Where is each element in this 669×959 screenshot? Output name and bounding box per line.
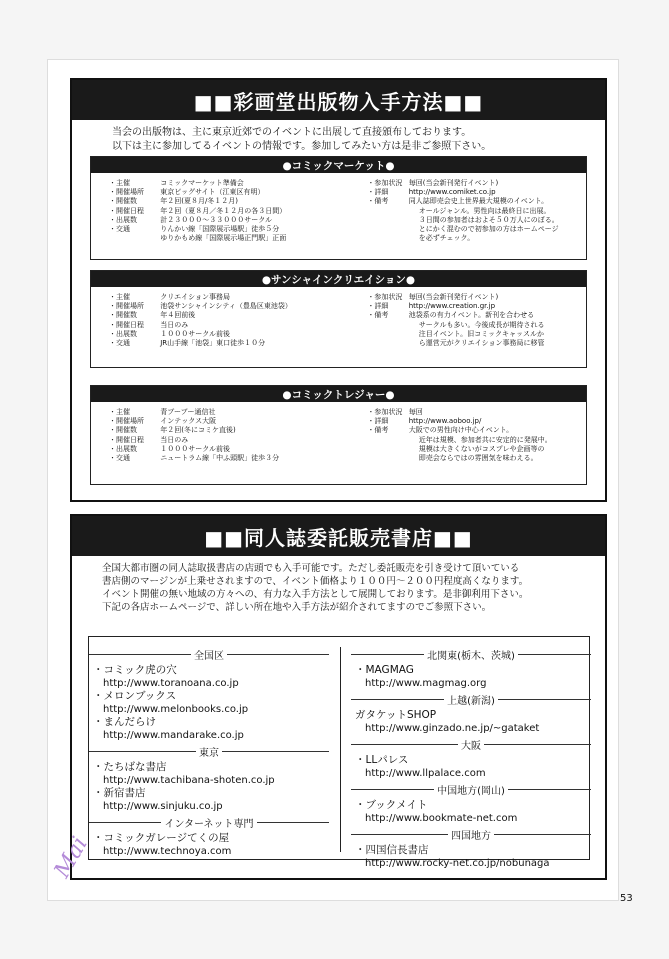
store-name: ・たちばな書店 — [93, 761, 167, 773]
publication-acquisition-panel — [70, 78, 607, 502]
region-header — [351, 737, 591, 752]
intro-line: 当会の出版物は、主に東京近郊でのイベントに出展して直接頒布しております。 — [112, 127, 472, 138]
region-header — [351, 782, 591, 797]
value: 青ブーブー通信社 — [160, 408, 216, 416]
store-url-link[interactable]: http://www.tachibana-shoten.co.jp — [103, 775, 275, 786]
intro-line: 下記の各店ホームページで、詳しい所在地や入手方法が紹介されてますのでご参照下さい。 — [102, 602, 492, 613]
label-column — [367, 408, 408, 463]
value: オールジャンル。男性向は最終日に出展。 — [418, 206, 551, 215]
store-url-link[interactable]: http://www.rocky-net.co.jp/nobunaga — [365, 858, 550, 869]
rule-line — [508, 789, 591, 790]
event-url-link[interactable]: http://www.creation.gr.jp — [408, 302, 496, 311]
value: 毎回(当会新刊発行イベント) — [408, 179, 499, 187]
store-url-link[interactable]: http://www.sinjuku.co.jp — [103, 801, 223, 812]
store-name: ・MAGMAG — [355, 664, 414, 676]
event-comiket — [90, 156, 587, 260]
intro-line: イベント開催の無い地域の方々への、有力な入手方法として展開しております。是非御利用下さい。 — [102, 589, 529, 600]
rule-line — [222, 751, 329, 752]
consignment-bookstores-panel — [70, 514, 607, 880]
rule-line — [351, 699, 444, 700]
store-name: ・LLパレス — [355, 754, 409, 766]
region-label: 四国地方 — [451, 831, 491, 842]
value: 年４回前後 — [160, 311, 196, 320]
region-header — [351, 692, 591, 707]
label: ・備考 — [367, 426, 389, 435]
store-url-link[interactable]: http://www.ginzado.ne.jp/~gataket — [365, 723, 540, 734]
value: クリエイション事務局 — [160, 293, 230, 301]
value: 同人誌即売会史上世界最大規模のイベント。 — [408, 197, 549, 206]
store-name: ・メロンブックス — [93, 690, 177, 702]
label: ・開催日程 — [109, 435, 144, 444]
value: １０００サークル前後 — [160, 329, 231, 338]
value: コミックマーケット準備会 — [160, 179, 244, 187]
intro-line: 書店側のマージンが上乗せされますので、イベント価格より１００円〜２００円程度高くなります。 — [102, 576, 529, 587]
region-label: 全国区 — [194, 651, 224, 662]
value: 当日のみ — [160, 320, 189, 329]
value: ニュートラム線「中ふ頭駅」徒歩３分 — [160, 454, 280, 463]
region-header — [89, 647, 329, 662]
artist-signature: Mai — [49, 832, 93, 883]
event-body — [91, 173, 586, 243]
store-name: ・ブックメイト — [355, 799, 428, 811]
panel-title: ■■彩画堂出版物入手方法■■ — [72, 80, 605, 120]
rule-line — [89, 751, 196, 752]
label: ・主催 — [109, 293, 130, 301]
rule-line — [351, 654, 424, 655]
region-label: 北関東(栃木、茨城) — [427, 651, 515, 662]
label: ・詳細 — [367, 302, 389, 311]
store-name: ・四国信長書店 — [355, 844, 429, 856]
label: ・開催日程 — [109, 206, 144, 215]
label: ・開催場所 — [109, 188, 144, 197]
event-url-link[interactable]: http://www.aoboo.jp/ — [408, 417, 482, 426]
panel-title: ■■同人誌委託販売書店■■ — [72, 516, 605, 556]
store-url-link[interactable]: http://www.magmag.org — [365, 678, 487, 689]
value: 池袋サンシャインシティ（豊島区東池袋） — [160, 302, 292, 311]
rule-line — [518, 654, 591, 655]
label-column — [109, 293, 160, 348]
label: ・主催 — [109, 179, 130, 187]
store-column-right — [351, 645, 591, 870]
intro-line: 以下は主に参加してるイベントの情報です。参加してみたい方は是非ご参照下さい。 — [112, 141, 492, 152]
rule-line — [89, 654, 191, 655]
rule-line — [351, 789, 434, 790]
value: を必ずチェック。 — [418, 234, 475, 243]
value-column — [409, 293, 586, 348]
value: 大阪での男性向け中心イベント。 — [408, 426, 514, 435]
value: 東京ビッグサイト（江東区有明） — [160, 188, 265, 197]
region-header — [89, 744, 329, 759]
label: ・開催場所 — [109, 417, 144, 426]
label: ・出展数 — [109, 444, 137, 453]
value: 当日のみ — [160, 435, 189, 444]
rule-line — [257, 822, 329, 823]
value: 即売会ならではの雰囲気を味わえる。 — [418, 454, 538, 463]
value: 年２回(冬にコミケ直後) — [160, 426, 236, 435]
store-name: ガタケットSHOP — [355, 709, 437, 721]
value: サークルも多い。今後成長が期待される — [418, 320, 545, 329]
value: とにかく混むので初参加の方はホームページ — [418, 225, 559, 234]
event-body — [91, 402, 586, 463]
store-url-link[interactable]: http://www.mandarake.co.jp — [103, 730, 244, 741]
value: ３日間の参加者はおよそ５０万人にのぼる。 — [418, 215, 559, 224]
value: JR山手線「池袋」東口徒歩１０分 — [160, 339, 266, 348]
region-header — [89, 815, 329, 830]
region-label: 中国地方(岡山) — [437, 786, 505, 797]
label-column — [109, 408, 160, 463]
event-title: ●サンシャインクリエイション● — [91, 271, 586, 287]
rule-line — [494, 834, 591, 835]
label-column — [109, 179, 160, 243]
value-column — [160, 179, 347, 243]
region-label: インターネット専門 — [164, 819, 254, 830]
store-url-link[interactable]: http://www.llpalace.com — [365, 768, 486, 779]
rule-line — [484, 744, 591, 745]
region-label: 大阪 — [461, 741, 481, 752]
label-column — [367, 179, 408, 243]
value: ゆりかもめ線「国際展示場正門駅」正面 — [160, 234, 287, 243]
label: ・主催 — [109, 408, 130, 416]
label: ・詳細 — [367, 417, 389, 426]
label: ・参加状況 — [367, 408, 403, 416]
event-comic-treasure — [90, 385, 587, 485]
value: 近年は規模、参加者共に安定的に発展中。 — [418, 435, 552, 444]
label: ・出展数 — [109, 215, 137, 224]
label: ・交通 — [109, 225, 130, 234]
store-name: ・新宿書店 — [93, 787, 146, 799]
store-name: ・コミック虎の穴 — [93, 664, 177, 676]
value: 年２回（夏８月／冬１２月の各３日間） — [160, 206, 287, 215]
intro-line: 全国大都市圏の同人誌取扱書店の店頭でも入手可能です。ただし委託販売を引き受けて頂いている — [102, 563, 520, 574]
store-url-link[interactable]: http://www.melonbooks.co.jp — [103, 704, 249, 715]
event-title: ●コミックトレジャー● — [91, 386, 586, 402]
label: ・開催数 — [109, 426, 137, 435]
value: 年２回(夏８月/冬１２月) — [160, 197, 239, 206]
value: 毎回 — [408, 408, 423, 416]
value-column — [409, 408, 586, 463]
event-sunshine-creation — [90, 270, 587, 368]
event-url-link[interactable]: http://www.comiket.co.jp — [408, 188, 496, 197]
page-number: 53 — [620, 893, 633, 904]
value: インテックス大阪 — [160, 417, 217, 426]
label: ・参加状況 — [367, 179, 403, 187]
value: 池袋系の有力イベント。新刊を合わせる — [408, 311, 535, 320]
column-divider — [340, 647, 341, 852]
store-column-left — [89, 645, 329, 858]
label: ・詳細 — [367, 188, 389, 197]
label: ・開催数 — [109, 197, 137, 206]
store-directory — [88, 636, 590, 869]
rule-line — [227, 654, 329, 655]
label-column — [367, 293, 408, 348]
rule-line — [498, 699, 591, 700]
value: ら運営元がクリエイション事務局に移管 — [418, 339, 545, 348]
rule-line — [89, 822, 161, 823]
value-column — [409, 179, 586, 243]
label: ・備考 — [367, 197, 389, 206]
store-url-link[interactable]: http://www.technoya.com — [103, 846, 232, 857]
value: 計２３０００〜３３０００サークル — [160, 215, 273, 224]
store-name: ・コミックガレージてくの屋 — [93, 832, 230, 844]
label: ・参加状況 — [367, 293, 403, 301]
value: １０００サークル前後 — [160, 444, 231, 453]
intro-text — [72, 120, 605, 154]
event-title: ●コミックマーケット● — [91, 157, 586, 173]
label: ・交通 — [109, 454, 130, 463]
value: 注目イベント。旧コミックキャッスルか — [418, 329, 544, 338]
label: ・開催場所 — [109, 302, 144, 311]
label: ・備考 — [367, 311, 389, 320]
store-name: ・まんだらけ — [93, 716, 156, 728]
rule-line — [351, 834, 448, 835]
region-header — [351, 827, 591, 842]
label: ・交通 — [109, 339, 130, 348]
event-body — [91, 287, 586, 348]
value-column — [160, 293, 347, 348]
value-column — [160, 408, 347, 463]
label: ・開催日程 — [109, 320, 144, 329]
store-url-link[interactable]: http://www.toranoana.co.jp — [103, 678, 239, 689]
region-header — [351, 647, 591, 662]
store-url-link[interactable]: http://www.bookmate-net.com — [365, 813, 518, 824]
region-label: 上越(新潟) — [447, 696, 495, 707]
intro-text — [72, 556, 605, 614]
rule-line — [351, 744, 458, 745]
value: 毎回(当会新刊発行イベント) — [408, 293, 499, 301]
value: りんかい線「国際展示場駅」徒歩５分 — [160, 225, 280, 234]
region-label: 東京 — [199, 748, 219, 759]
value: 規模は大きくないがコスプレや企画等の — [418, 444, 545, 453]
label: ・開催数 — [109, 311, 137, 320]
label: ・出展数 — [109, 329, 137, 338]
